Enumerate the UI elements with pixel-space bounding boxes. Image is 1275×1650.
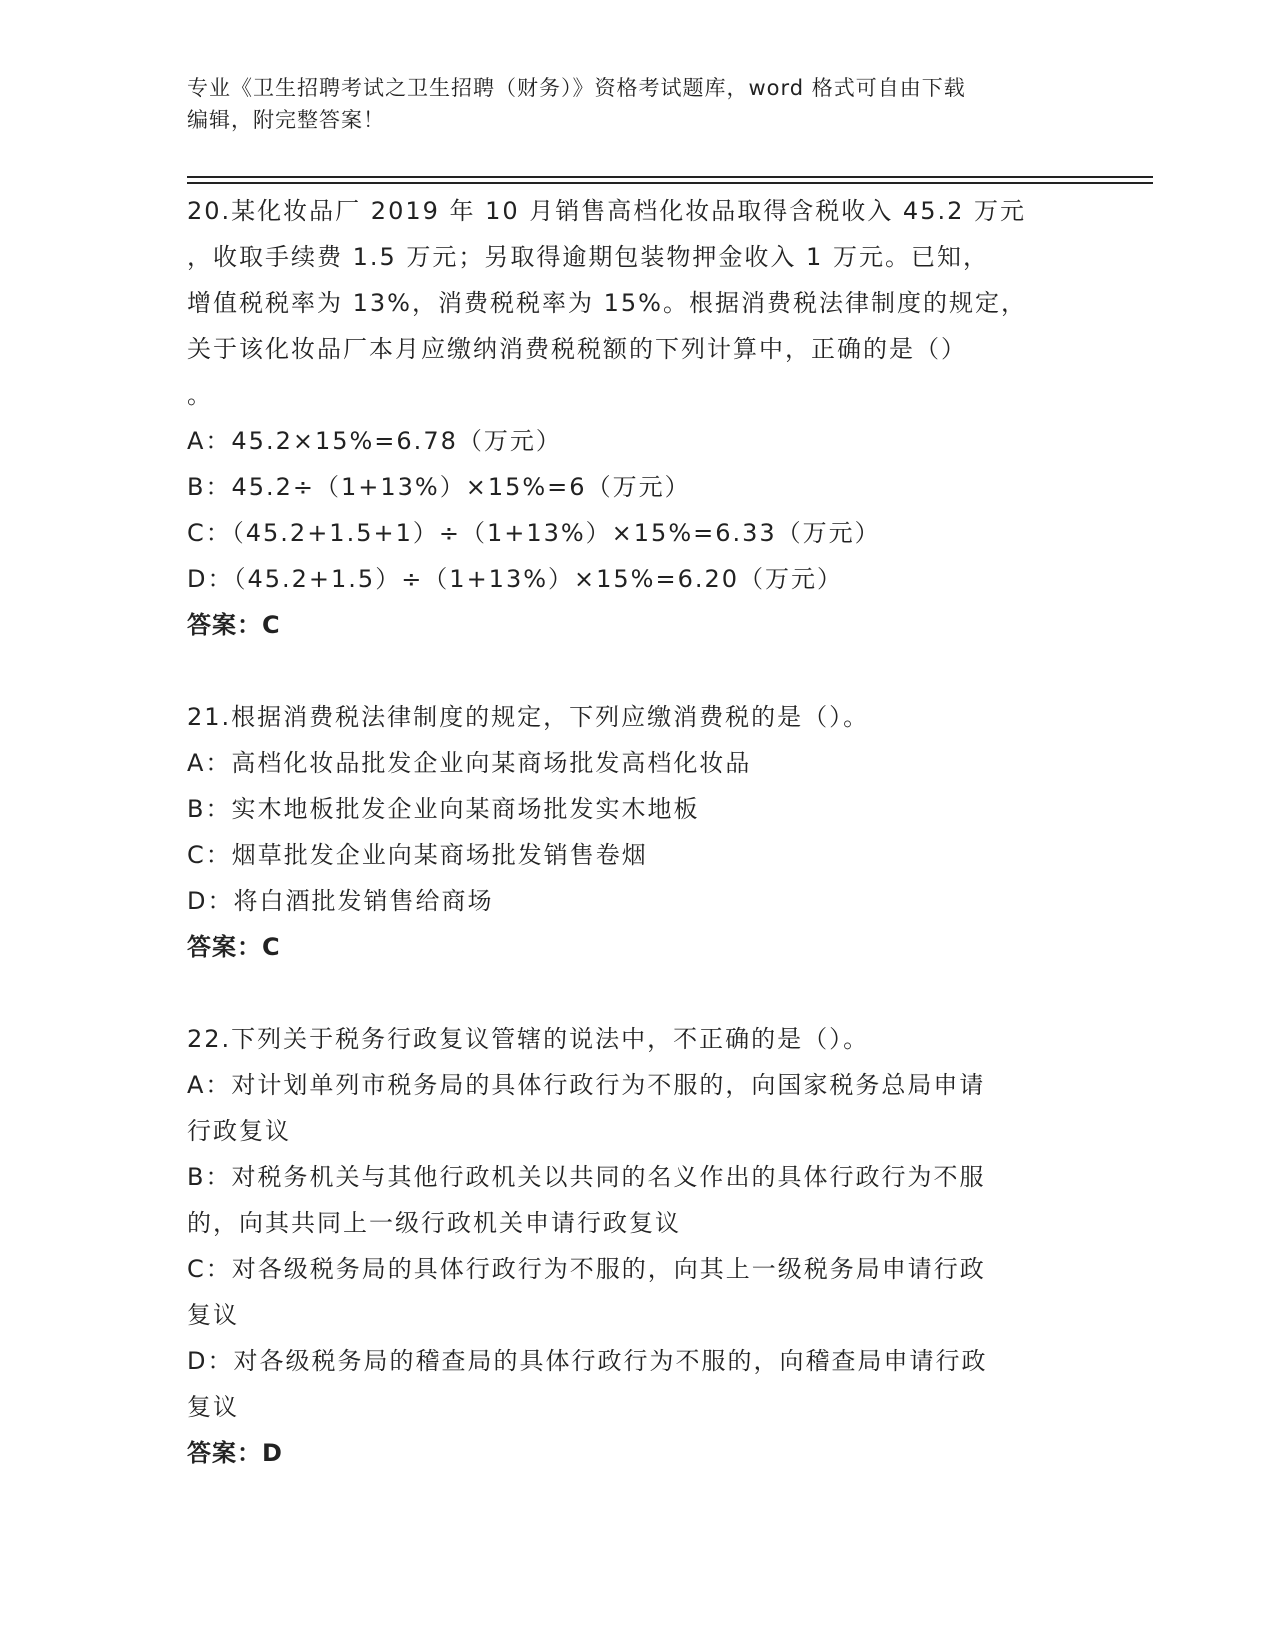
spacer bbox=[187, 970, 1077, 1016]
option-d: D：对各级税务局的稽查局的具体行政行为不服的，向稽查局申请行政 bbox=[187, 1347, 988, 1375]
option-d-continued: 复议 bbox=[187, 1393, 239, 1421]
header-line-2: 编辑，附完整答案！ bbox=[187, 108, 385, 132]
question-22 bbox=[187, 1016, 1077, 1476]
question-stem-line: ，收取手续费 1.5 万元；另取得逾期包装物押金收入 1 万元。已知， bbox=[187, 243, 989, 271]
option-b: B：45.2÷（1+13%）×15%=6（万元） bbox=[187, 473, 691, 501]
option-c-continued: 复议 bbox=[187, 1301, 239, 1329]
header-line-1: 专业《卫生招聘考试之卫生招聘（财务）》资格考试题库，word 格式可自由下载 bbox=[187, 76, 966, 100]
option-a: A：45.2×15%=6.78（万元） bbox=[187, 427, 562, 455]
option-c: C：对各级税务局的具体行政行为不服的，向其上一级税务局申请行政 bbox=[187, 1255, 986, 1283]
question-stem-line: 增值税税率为 13%，消费税税率为 15%。根据消费税法律制度的规定， bbox=[187, 289, 1027, 317]
spacer bbox=[187, 648, 1077, 694]
option-c: C：烟草批发企业向某商场批发销售卷烟 bbox=[187, 841, 648, 869]
option-a-continued: 行政复议 bbox=[187, 1117, 291, 1145]
option-d: D：（45.2+1.5）÷（1+13%）×15%=6.20（万元） bbox=[187, 565, 844, 593]
question-stem-line: 关于该化妆品厂本月应缴纳消费税税额的下列计算中，正确的是（） bbox=[187, 335, 967, 363]
option-b-continued: 的，向其共同上一级行政机关申请行政复议 bbox=[187, 1209, 681, 1237]
answer-label: 答案：D bbox=[187, 1439, 283, 1467]
question-stem-line: 21.根据消费税法律制度的规定，下列应缴消费税的是（）。 bbox=[187, 703, 870, 731]
option-a: A：对计划单列市税务局的具体行政行为不服的，向国家税务总局申请 bbox=[187, 1071, 986, 1099]
answer-label: 答案：C bbox=[187, 933, 281, 961]
option-d: D：将白酒批发销售给商场 bbox=[187, 887, 494, 915]
option-a: A：高档化妆品批发企业向某商场批发高档化妆品 bbox=[187, 749, 752, 777]
option-c: C：（45.2+1.5+1）÷（1+13%）×15%=6.33（万元） bbox=[187, 519, 881, 547]
question-20 bbox=[187, 188, 1077, 648]
question-stem-line: 。 bbox=[187, 381, 213, 409]
question-stem-line: 20.某化妆品厂 2019 年 10 月销售高档化妆品取得含税收入 45.2 万元 bbox=[187, 197, 1026, 225]
answer-label: 答案：C bbox=[187, 611, 281, 639]
option-b: B：对税务机关与其他行政机关以共同的名义作出的具体行政行为不服 bbox=[187, 1163, 986, 1191]
header-divider-bottom bbox=[187, 182, 1153, 184]
question-list bbox=[187, 188, 1077, 1476]
question-stem-line: 22.下列关于税务行政复议管辖的说法中，不正确的是（）。 bbox=[187, 1025, 870, 1053]
document-header bbox=[187, 72, 1067, 136]
option-b: B：实木地板批发企业向某商场批发实木地板 bbox=[187, 795, 700, 823]
header-divider-top bbox=[187, 176, 1153, 178]
question-21 bbox=[187, 694, 1077, 970]
